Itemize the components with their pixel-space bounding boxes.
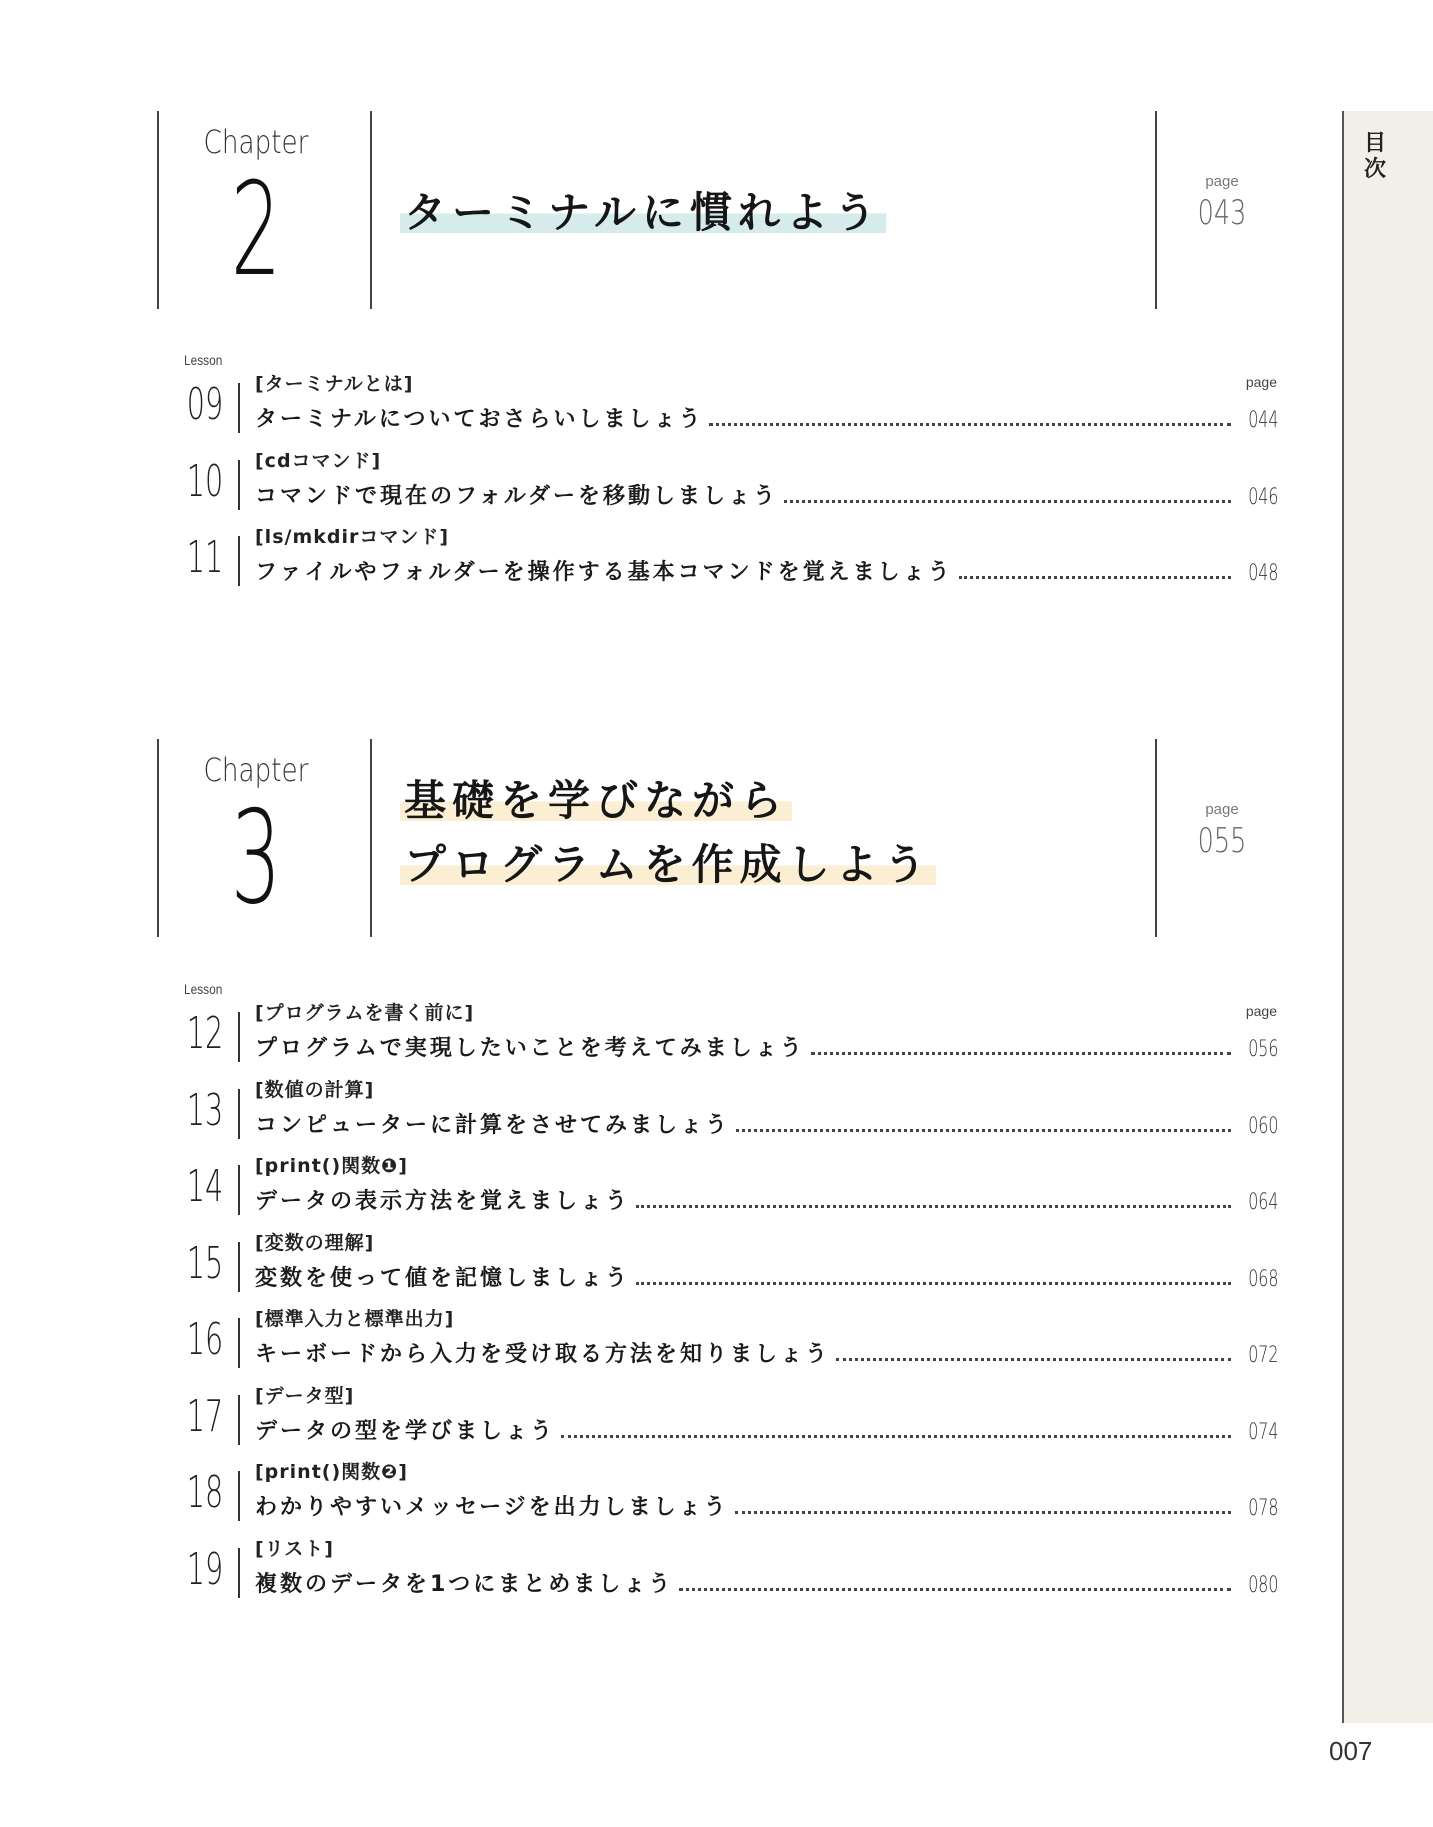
divider (238, 1165, 240, 1215)
divider (370, 111, 372, 309)
lesson-category: [数値の計算] (255, 1079, 375, 1101)
chapter-2-lessons (182, 352, 1277, 592)
divider (238, 1395, 240, 1445)
lesson-number: 12 (186, 1008, 224, 1059)
lesson-page: 078 (1248, 1496, 1279, 1521)
divider (238, 460, 240, 510)
lesson-page: 074 (1248, 1420, 1279, 1445)
lesson-category: [print()関数❶] (255, 1155, 408, 1177)
lesson-item[interactable] (182, 998, 1277, 1068)
lesson-number: 18 (186, 1467, 224, 1518)
lesson-number: 13 (186, 1085, 224, 1136)
lesson-page: 044 (1248, 408, 1279, 433)
lesson-page: 056 (1248, 1037, 1279, 1062)
divider (238, 1012, 240, 1062)
dot-leader (811, 1052, 1231, 1055)
chapter-page-label: page (1205, 173, 1239, 190)
lesson-item[interactable] (182, 522, 1277, 592)
lesson-category: [データ型] (255, 1385, 355, 1407)
lesson-category: [変数の理解] (255, 1232, 375, 1254)
lesson-item[interactable] (182, 1075, 1277, 1145)
lesson-category: [プログラムを書く前に] (255, 1002, 475, 1024)
chapter-number: 3 (230, 784, 282, 933)
lesson-page: 064 (1248, 1190, 1279, 1215)
lesson-title: 複数のデータを1つにまとめましょう (255, 1572, 674, 1597)
lesson-title: データの表示方法を覚えましょう (255, 1189, 631, 1214)
lesson-item[interactable] (182, 1304, 1277, 1374)
page-number: 007 (1329, 1736, 1373, 1766)
lesson-title: プログラムで実現したいことを考えてみましょう (255, 1036, 805, 1061)
dot-leader (784, 500, 1231, 503)
lesson-title: データの型を学びましょう (255, 1419, 556, 1444)
lesson-label: Lesson (184, 352, 223, 368)
dot-leader (636, 1282, 1231, 1285)
lesson-category: [標準入力と標準出力] (255, 1308, 455, 1330)
lesson-number: 17 (186, 1391, 224, 1442)
lesson-title: 変数を使って値を記憶しましょう (255, 1266, 631, 1291)
lesson-item[interactable] (182, 1457, 1277, 1527)
lesson-title: キーボードから入力を受け取る方法を知りましょう (255, 1342, 831, 1367)
lesson-number: 19 (186, 1544, 224, 1595)
lesson-number: 09 (186, 379, 224, 430)
chapter-title-line: ターミナルに慣れよう (400, 188, 886, 237)
lesson-title: ターミナルについておさらいしましょう (255, 407, 704, 432)
divider (370, 739, 372, 937)
dot-leader (736, 1129, 1231, 1132)
chapter-page-number: 055 (1197, 821, 1247, 861)
dot-leader (636, 1205, 1231, 1208)
divider (238, 1318, 240, 1368)
divider (238, 383, 240, 433)
divider (238, 1471, 240, 1521)
lesson-page: 060 (1248, 1114, 1279, 1139)
lesson-category: [ls/mkdirコマンド] (255, 526, 450, 548)
divider (157, 739, 159, 937)
divider (238, 536, 240, 586)
divider (238, 1242, 240, 1292)
divider (157, 111, 159, 309)
chapter-title (400, 181, 886, 245)
list-page-label: page (1245, 374, 1277, 390)
divider (238, 1089, 240, 1139)
chapter-title-line: 基礎を学びながら (400, 776, 792, 825)
lesson-number: 11 (186, 532, 224, 583)
chapter-3-header (157, 739, 1247, 937)
lesson-item[interactable] (182, 1228, 1277, 1298)
divider (238, 1548, 240, 1598)
dot-leader (735, 1511, 1231, 1514)
dot-leader (709, 423, 1231, 426)
lesson-category: [cdコマンド] (255, 450, 382, 472)
chapter-word: Chapter (203, 123, 309, 161)
lesson-page: 046 (1248, 485, 1279, 510)
lesson-page: 080 (1248, 1573, 1279, 1598)
lesson-title: わかりやすいメッセージを出力しましょう (255, 1495, 729, 1520)
lesson-item[interactable] (182, 1534, 1277, 1604)
dot-leader (679, 1588, 1231, 1591)
chapter-title-line: プログラムを作成しよう (400, 840, 936, 889)
lesson-title: コンピューターに計算をさせてみましょう (255, 1113, 731, 1138)
lesson-number: 15 (186, 1238, 224, 1289)
toc-tab-label: 目 次 (1364, 131, 1387, 182)
chapter-page-number: 043 (1197, 193, 1247, 233)
lesson-page: 072 (1248, 1343, 1279, 1368)
lesson-page: 048 (1248, 561, 1279, 586)
dot-leader (959, 576, 1231, 579)
chapter-page-label: page (1205, 801, 1239, 818)
lesson-category: [リスト] (255, 1538, 334, 1560)
chapter-title (400, 769, 936, 897)
chapter-2-header (157, 111, 1247, 309)
lesson-number: 14 (186, 1161, 224, 1212)
lesson-item[interactable] (182, 446, 1277, 516)
lesson-category: [print()関数❷] (255, 1461, 408, 1483)
chapter-word: Chapter (203, 751, 309, 789)
lesson-number: 10 (186, 456, 224, 507)
chapter-number: 2 (230, 156, 282, 305)
dot-leader (561, 1435, 1231, 1438)
divider (1155, 739, 1157, 937)
divider (1155, 111, 1157, 309)
chapter-3-lessons (182, 981, 1277, 1601)
lesson-item[interactable] (182, 1151, 1277, 1221)
lesson-page: 068 (1248, 1267, 1279, 1292)
toc-side-tab (1342, 111, 1433, 1723)
lesson-title: ファイルやフォルダーを操作する基本コマンドを覚えましょう (255, 560, 953, 585)
lesson-item[interactable] (182, 1381, 1277, 1451)
lesson-label: Lesson (184, 981, 223, 997)
lesson-number: 16 (186, 1314, 224, 1365)
lesson-item[interactable] (182, 369, 1277, 439)
list-page-label: page (1245, 1003, 1277, 1019)
lesson-title: コマンドで現在のフォルダーを移動しましょう (255, 484, 779, 509)
lesson-category: [ターミナルとは] (255, 373, 414, 395)
dot-leader (836, 1358, 1231, 1361)
